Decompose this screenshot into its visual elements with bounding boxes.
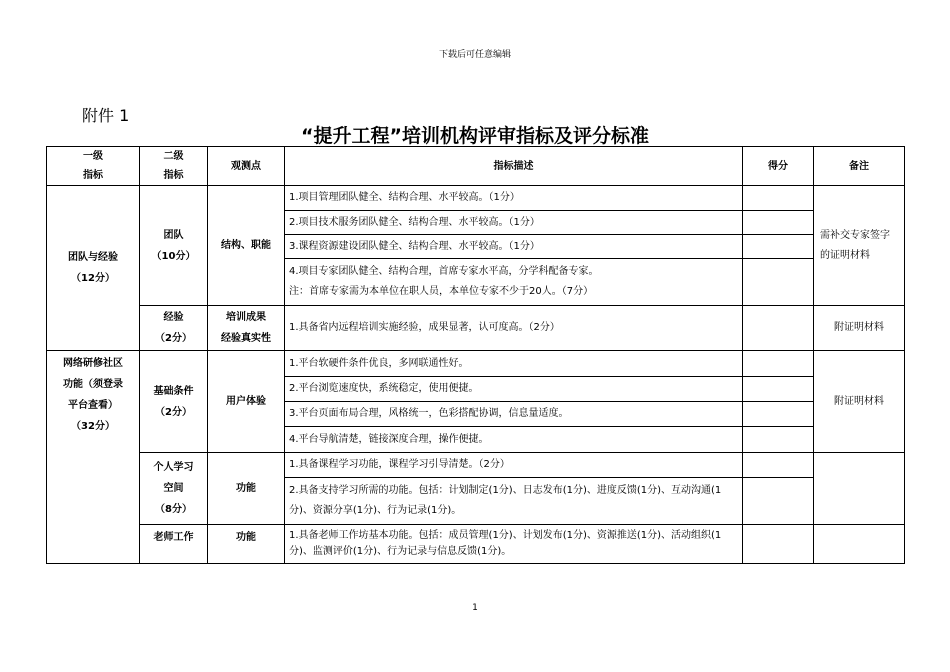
description-cell: 2.项目技术服务团队健全、结构合理、水平较高。（1分） xyxy=(285,211,743,235)
level2-experience: 经验 （2分） xyxy=(140,306,208,351)
level1-team-experience: 团队与经验 （12分） xyxy=(47,186,140,351)
description-cell: 1.平台软硬件条件优良，多网联通性好。 xyxy=(285,351,743,377)
header-level1: 一级 指标 xyxy=(47,147,140,186)
header-observation: 观测点 xyxy=(208,147,285,186)
description-cell: 1.具备省内远程培训实施经验，成果显著，认可度高。（2分） xyxy=(285,306,743,351)
description-cell: 1.具备课程学习功能，课程学习引导清楚。（2分） xyxy=(285,453,743,478)
level2-team: 团队 （10分） xyxy=(140,186,208,306)
score-cell[interactable] xyxy=(743,235,814,259)
observation-function: 功能 xyxy=(208,453,285,525)
observation-function: 功能 xyxy=(208,525,285,564)
score-cell[interactable] xyxy=(743,377,814,402)
header-level2: 二级 指标 xyxy=(140,147,208,186)
score-cell[interactable] xyxy=(743,525,814,564)
observation-user-experience: 用户体验 xyxy=(208,351,285,453)
level1-network-community: 网络研修社区 功能（须登录 平台查看） （32分） xyxy=(47,351,140,564)
description-cell: 3.课程资源建设团队健全、结构合理、水平较高。（1分） xyxy=(285,235,743,259)
header-note: 备注 xyxy=(814,147,905,186)
note-team: 需补交专家签字的证明材料 xyxy=(814,186,905,306)
observation-training-results: 培训成果 经验真实性 xyxy=(208,306,285,351)
page-title: “提升工程”培训机构评审指标及评分标准 xyxy=(301,125,649,147)
note-basic: 附证明材料 xyxy=(814,351,905,453)
observation-structure: 结构、职能 xyxy=(208,186,285,306)
score-cell[interactable] xyxy=(743,186,814,211)
description-cell: 1.项目管理团队健全、结构合理、水平较高。（1分） xyxy=(285,186,743,211)
score-cell[interactable] xyxy=(743,259,814,306)
score-cell[interactable] xyxy=(743,351,814,377)
score-cell[interactable] xyxy=(743,211,814,235)
attachment-label: 附件 1 xyxy=(82,106,130,125)
table-row xyxy=(47,525,905,564)
table-header-row xyxy=(47,147,905,186)
header-description: 指标描述 xyxy=(285,147,743,186)
score-cell[interactable] xyxy=(743,478,814,525)
score-cell[interactable] xyxy=(743,453,814,478)
evaluation-table xyxy=(46,146,905,564)
table-row xyxy=(47,306,905,351)
score-cell[interactable] xyxy=(743,402,814,427)
score-cell[interactable] xyxy=(743,427,814,453)
description-cell: 4.项目专家团队健全、结构合理，首席专家水平高，分学科配备专家。 注：首席专家需为本单位在职人员，本单位专家不少于20人。（7分） xyxy=(285,259,743,306)
score-cell[interactable] xyxy=(743,306,814,351)
note-cell xyxy=(814,525,905,564)
level2-basic-conditions: 基础条件 （2分） xyxy=(140,351,208,453)
table-row xyxy=(47,351,905,377)
description-cell: 1.具备老师工作坊基本功能。包括：成员管理(1分)、计划发布(1分)、资源推送(1分)、活动组织(1分)、监测评价(1分)、行为记录与信息反馈(1分)。 xyxy=(285,525,743,564)
note-cell xyxy=(814,453,905,525)
description-cell: 2.具备支持学习所需的功能。包括：计划制定(1分)、日志发布(1分)、进度反馈(1分)、互动沟通(1分)、资源分享(1分)、行为记录(1分)。 xyxy=(285,478,743,525)
header-note: 下载后可任意编辑 xyxy=(438,50,511,60)
page-number: 1 xyxy=(472,603,478,613)
level2-teacher-work: 老师工作 xyxy=(140,525,208,564)
description-cell: 3.平台页面布局合理，风格统一，色彩搭配协调，信息量适度。 xyxy=(285,402,743,427)
table-row xyxy=(47,453,905,478)
description-cell: 4.平台导航清楚，链接深度合理，操作便捷。 xyxy=(285,427,743,453)
header-score: 得分 xyxy=(743,147,814,186)
description-cell: 2.平台浏览速度快，系统稳定，使用便捷。 xyxy=(285,377,743,402)
table-row xyxy=(47,186,905,211)
level2-personal-space: 个人学习 空间 （8分） xyxy=(140,453,208,525)
note-experience: 附证明材料 xyxy=(814,306,905,351)
